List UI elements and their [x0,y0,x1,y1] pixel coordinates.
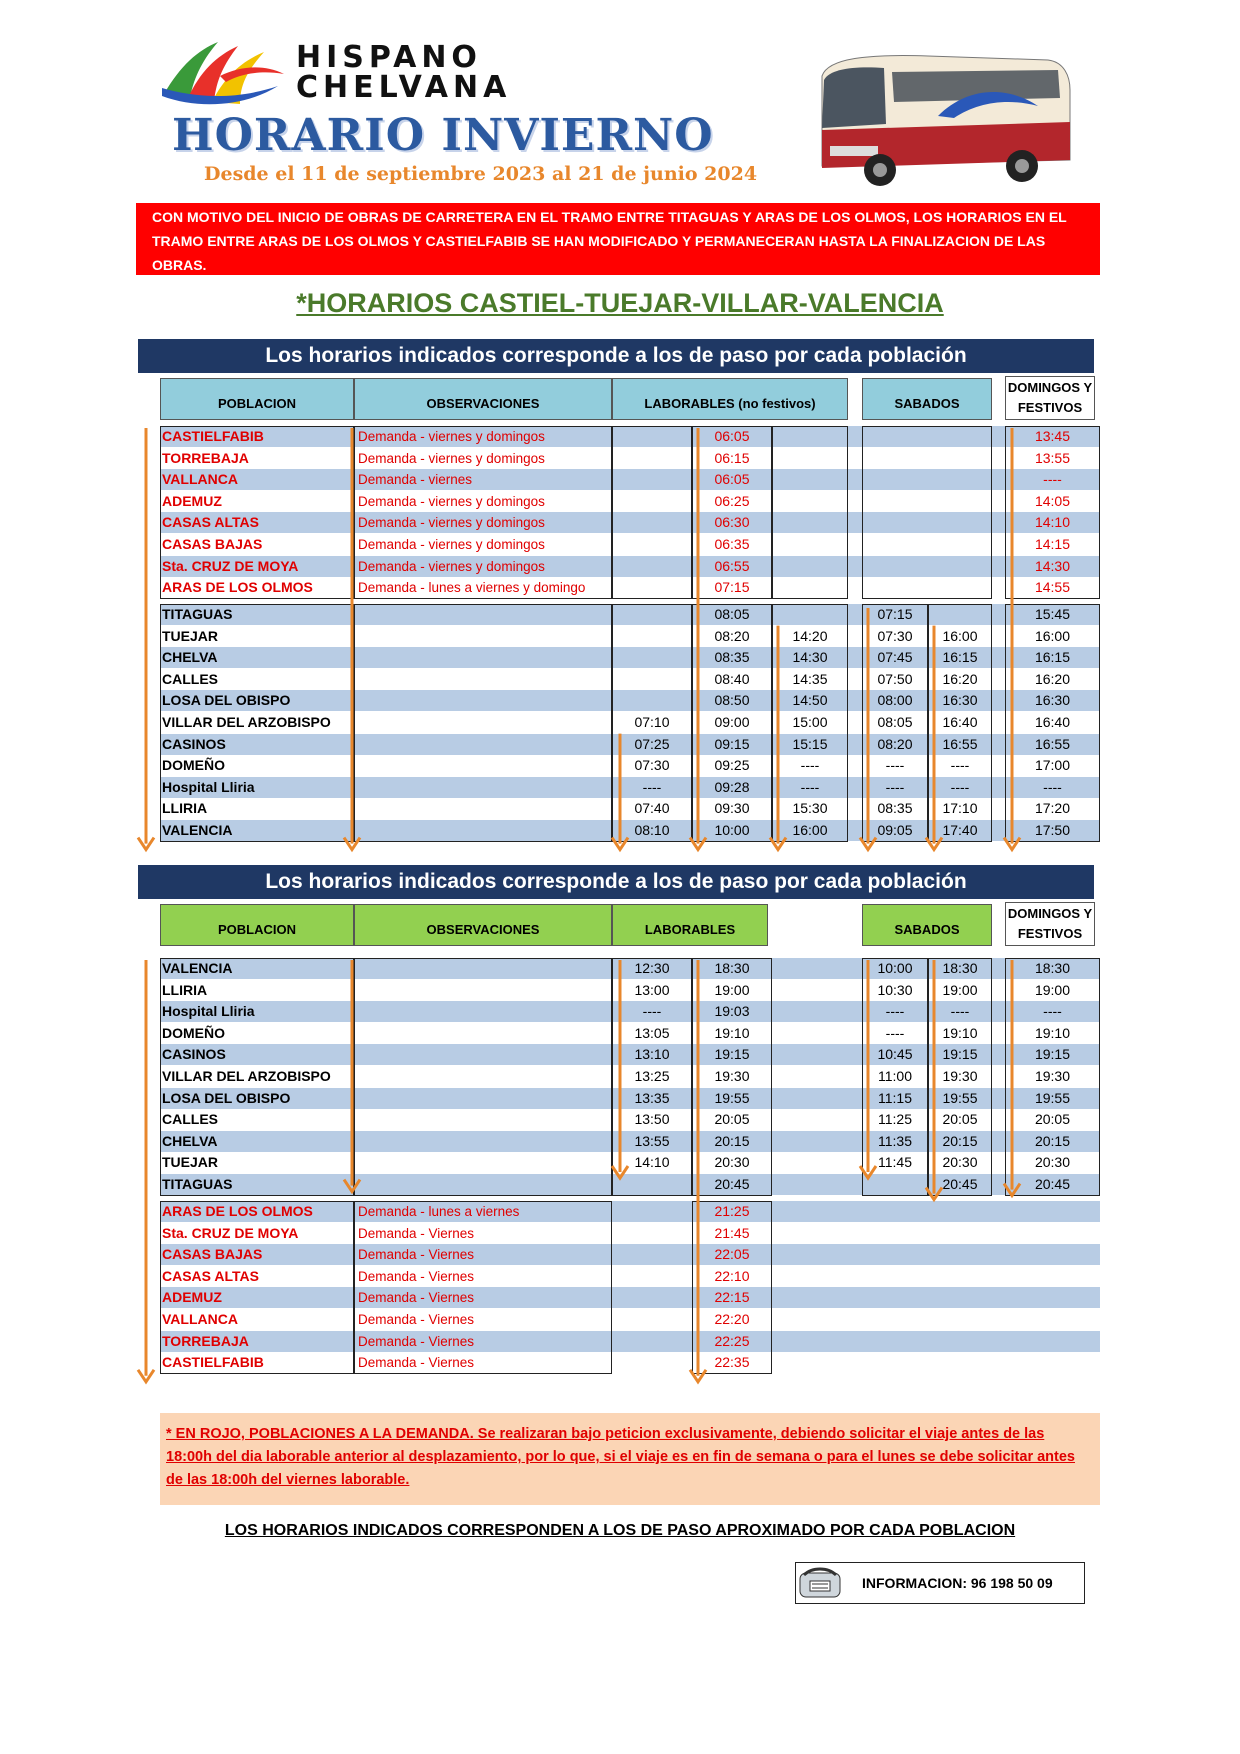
works-notice: CON MOTIVO DEL INICIO DE OBRAS DE CARRETERA EN EL TRAMO ENTRE TITAGUAS Y ARAS DE LOS OLMOS, LOS HORARIOS EN EL TRAMO ENTRE ARAS DE LOS OLMOS Y CASTIELFABIB SE HAN MODIFICADO Y PERMANECERAN HASTA LA FINALIZACION DE LAS OBRAS. [136,203,1100,275]
time-d: 19:55 [1034,1089,1071,1106]
station-name: CASINOS [162,735,226,752]
station-name: CHELVA [162,1132,218,1149]
station-name: TORREBAJA [162,1332,249,1349]
time-l2: 10:00 [714,822,750,838]
page-title: HORARIO INVIERNO [172,110,714,161]
time-s1: ---- [885,1024,905,1041]
station-name: VILLAR DEL ARZOBISPO [162,1068,331,1084]
station-name: CALLES [162,1111,218,1128]
time-l1: 13:00 [634,981,670,998]
time-s1: 07:30 [877,627,913,644]
table2-band: Los horarios indicados corresponde a los de paso por cada población [138,865,1094,899]
observation: Demanda - viernes y domingos [358,450,545,466]
time-s2: 16:20 [942,670,978,687]
time-l3: ---- [800,757,820,774]
time-d: 19:30 [1034,1068,1071,1084]
t1-header-observaciones: OBSERVACIONES [354,378,612,420]
time-s1: 10:45 [877,1046,913,1063]
down-arrow-icon [344,428,360,850]
observation: Demanda - viernes y domingos [358,429,545,444]
station-name: CASAS BAJAS [162,1246,263,1263]
time-l2: 09:30 [714,800,750,817]
info-phone: INFORMACION: 96 198 50 09 [862,1575,1053,1591]
time-d: 20:15 [1034,1132,1071,1149]
time-l1: 13:50 [634,1111,670,1128]
time-s1: ---- [885,778,905,795]
time-d: 19:15 [1034,1046,1071,1063]
time-l3: 15:30 [792,800,828,817]
time-s2: 16:00 [942,627,978,644]
time-d: 19:10 [1034,1024,1071,1041]
station-name: Sta. CRUZ DE MOYA [162,557,299,574]
station-name: TITAGUAS [162,606,233,622]
time-l2: 20:30 [714,1154,750,1171]
time-s2: 18:30 [942,960,978,976]
station-name: CASAS ALTAS [162,514,259,531]
time-s1: 09:05 [877,822,913,838]
time-d: 19:00 [1034,981,1071,998]
time-l2: 08:05 [714,606,750,622]
time-d: 15:45 [1034,606,1071,622]
observation: Demanda - lunes a viernes y domingo [358,580,586,596]
down-arrow-icon [770,626,786,850]
station-name: CASTIELFABIB [162,428,264,444]
time-s2: 16:30 [942,692,978,709]
station-name: VALENCIA [162,822,233,838]
station-name: ADEMUZ [162,492,222,509]
station-name: DOMEÑO [162,757,225,774]
station-name: VILLAR DEL ARZOBISPO [162,714,331,730]
time-s2: ---- [950,1003,970,1020]
brand-line2: CHELVANA [296,70,512,105]
time-l2: 19:03 [714,1003,750,1020]
time-l2: 22:10 [714,1267,750,1284]
date-range: Desde el 11 de septiembre 2023 al 21 de junio 2024 [204,163,758,185]
station-name: LLIRIA [162,981,208,998]
observation: Demanda - viernes y domingos [358,558,545,574]
down-arrow-icon [690,428,706,850]
station-name: CALLES [162,670,218,687]
t1-header-poblacion: POBLACION [160,378,354,420]
station-name: ARAS DE LOS OLMOS [162,579,313,596]
time-s1: 11:15 [878,1089,912,1106]
station-name: CASAS ALTAS [162,1267,259,1284]
time-d: ---- [1043,471,1062,488]
time-l2: 19:55 [714,1089,750,1106]
time-l1: 07:30 [634,757,670,774]
time-d: 16:40 [1034,714,1071,730]
time-l1: 07:10 [634,714,670,730]
station-name: ADEMUZ [162,1289,222,1306]
time-s1: 08:05 [877,714,913,730]
t2-header-observaciones: OBSERVACIONES [354,904,612,946]
time-d: 14:10 [1034,514,1071,531]
time-l2: 21:45 [714,1224,750,1241]
time-l2: 21:25 [714,1203,750,1219]
time-s2: 20:45 [942,1176,978,1192]
time-s2: 19:30 [942,1068,978,1084]
station-name: Hospital Lliria [162,1003,255,1020]
t1-header-sabados: SABADOS [862,378,992,420]
time-d: 17:50 [1034,822,1071,838]
time-d: 17:20 [1034,800,1071,817]
time-l2: 06:15 [714,449,750,466]
time-l2: 06:25 [714,492,750,509]
time-l3: 15:15 [792,735,828,752]
down-arrow-icon [926,626,942,850]
station-name: LOSA DEL OBISPO [162,692,291,709]
station-name: CASINOS [162,1046,226,1063]
time-l2: 22:35 [714,1354,750,1371]
time-l2: 08:35 [714,649,750,666]
time-s2: 16:55 [942,735,978,752]
down-arrow-icon [1004,960,1020,1196]
time-d: 14:30 [1034,557,1071,574]
down-arrow-icon [1004,428,1020,850]
down-arrow-icon [860,960,876,1178]
time-l2: 19:10 [714,1024,750,1041]
time-l3: 16:00 [792,822,828,838]
time-d: 16:15 [1034,649,1071,666]
time-d: ---- [1043,778,1062,795]
station-name: VALLANCA [162,471,238,488]
time-s2: 16:40 [942,714,978,730]
time-d: 16:20 [1034,670,1071,687]
time-d: 16:00 [1034,627,1071,644]
time-s1: 08:00 [877,692,913,709]
station-name: VALENCIA [162,960,233,976]
time-l1: 12:30 [634,960,670,976]
time-l3: 14:20 [792,627,828,644]
station-name: LOSA DEL OBISPO [162,1089,291,1106]
down-arrow-icon [612,960,628,1178]
demand-legend: * EN ROJO, POBLACIONES A LA DEMANDA. Se realizaran bajo peticion exclusivamente, debiendo solicitar el viaje antes de las 18:00h del dia laborable anterior al desplazamiento, por lo que, si el viaje es en fin de semana o para el lunes se debe solicitar antes de las 18:00h del viernes laborable. [166,1426,1075,1488]
time-s2: ---- [950,757,970,774]
time-s1: ---- [885,757,905,774]
time-l2: 06:05 [714,428,750,444]
observation: Demanda - Viernes [358,1290,475,1306]
time-s1: 11:00 [878,1068,912,1084]
t1-header-domingos: DOMINGOS Y FESTIVOS [1005,376,1095,420]
time-l1: ---- [642,778,662,795]
time-s1: 11:45 [878,1154,912,1171]
time-l2: 20:45 [714,1176,750,1192]
station-name: TORREBAJA [162,449,249,466]
time-d: 20:45 [1034,1176,1071,1192]
time-l2: 08:40 [714,670,750,687]
time-l2: 09:15 [714,735,750,752]
time-s2: 17:40 [942,822,978,838]
approx-note: LOS HORARIOS INDICADOS CORRESPONDEN A LOS DE PASO APROXIMADO POR CADA POBLACION [224,1522,1016,1539]
time-l2: 06:35 [714,536,750,552]
time-d: 14:15 [1034,536,1071,552]
time-s2: ---- [950,778,970,795]
t2-header-laborables: LABORABLES [612,904,768,946]
time-s2: 17:10 [942,800,978,817]
time-l2: 20:15 [714,1132,750,1149]
time-s2: 16:15 [942,649,978,666]
time-s2: 20:30 [942,1154,978,1171]
station-name: TUEJAR [162,627,219,644]
time-l2: 22:15 [714,1289,750,1306]
time-l2: 22:20 [714,1311,750,1327]
time-s1: 10:30 [877,981,913,998]
time-l1: 07:40 [634,800,670,817]
time-s2: 19:10 [942,1024,978,1041]
t1-header-laborables: LABORABLES (no festivos) [612,378,848,420]
time-s2: 19:00 [942,981,978,998]
time-l2: 18:30 [714,960,750,976]
station-name: Hospital Lliria [162,778,255,795]
observation: Demanda - Viernes [358,1268,475,1284]
station-name: TUEJAR [162,1154,219,1171]
time-s1: 07:45 [877,649,913,666]
time-l3: 15:00 [792,714,828,730]
time-s2: 19:15 [942,1046,978,1063]
time-l2: 20:05 [714,1111,750,1128]
time-l1: 13:35 [634,1089,670,1106]
time-l2: 08:50 [714,692,750,709]
time-l2: 06:30 [714,514,750,531]
time-s1: 11:25 [878,1111,912,1128]
observation: Demanda - Viernes [358,1312,475,1327]
station-name: DOMEÑO [162,1024,225,1041]
time-l1: 14:10 [634,1154,670,1171]
station-name: CASTIELFABIB [162,1354,264,1371]
down-arrow-icon [344,960,360,1192]
time-l2: 07:15 [714,579,750,596]
time-l2: 06:05 [714,471,750,488]
time-s1: 11:35 [878,1132,912,1149]
time-l1: 08:10 [634,822,670,838]
t2-header-poblacion: POBLACION [160,904,354,946]
table1-band: Los horarios indicados corresponde a los de paso por cada población [138,339,1094,373]
time-d: 13:45 [1034,428,1071,444]
t2-header-domingos: DOMINGOS Y FESTIVOS [1005,902,1095,946]
time-s1: 07:50 [877,670,913,687]
down-arrow-icon [690,960,706,1382]
time-l2: 08:20 [714,627,750,644]
time-d: 16:55 [1034,735,1071,752]
time-d: ---- [1043,1003,1062,1020]
station-name: CHELVA [162,649,218,666]
observation: Demanda - viernes [358,472,473,488]
time-l2: 19:00 [714,981,750,998]
observation: Demanda - Viernes [358,1247,475,1263]
time-l1: 07:25 [634,735,670,752]
time-l2: 09:28 [714,778,750,795]
time-s1: 10:00 [877,960,913,976]
time-l1: 13:10 [634,1046,670,1063]
brand-line1: HISPANO [296,40,482,75]
down-arrow-icon [612,734,628,850]
time-l3: ---- [800,778,820,795]
time-l1: ---- [642,1003,662,1020]
time-l2: 19:15 [714,1046,750,1063]
time-d: 14:55 [1034,579,1071,596]
observation: Demanda - viernes y domingos [358,515,545,531]
down-arrow-icon [138,428,154,850]
time-d: 16:30 [1034,692,1071,709]
t2-header-sabados: SABADOS [862,904,992,946]
time-s1: 08:35 [877,800,913,817]
time-s1: 08:20 [877,735,913,752]
time-d: 20:30 [1034,1154,1071,1171]
time-s2: 19:55 [942,1089,978,1106]
observation: Demanda - Viernes [358,1333,475,1349]
time-l2: 09:00 [714,714,750,730]
time-l1: 13:25 [634,1068,670,1084]
time-l3: 14:50 [792,692,828,709]
time-d: 13:55 [1034,449,1071,466]
time-l2: 22:25 [714,1332,750,1349]
time-l3: 14:35 [792,670,828,687]
station-name: TITAGUAS [162,1176,233,1192]
time-l2: 22:05 [714,1246,750,1263]
time-d: 14:05 [1034,492,1071,509]
time-s2: 20:05 [942,1111,978,1128]
observation: Demanda - Viernes [358,1225,475,1241]
station-name: CASAS BAJAS [162,536,263,552]
time-l1: 13:55 [634,1132,670,1149]
station-name: VALLANCA [162,1311,238,1327]
time-l2: 19:30 [714,1068,750,1084]
time-d: 17:00 [1034,757,1071,774]
time-l1: 13:05 [634,1024,670,1041]
time-s2: 20:15 [942,1132,978,1149]
down-arrow-icon [860,608,876,850]
time-d: 20:05 [1034,1111,1071,1128]
down-arrow-icon [138,960,154,1382]
time-l2: 09:25 [714,757,750,774]
station-name: Sta. CRUZ DE MOYA [162,1224,299,1241]
station-name: LLIRIA [162,800,208,817]
observation: Demanda - viernes y domingos [358,493,545,509]
time-l3: 14:30 [792,649,828,666]
down-arrow-icon [926,960,942,1200]
phone-icon [798,1565,842,1601]
demand-legend-box [160,1413,1100,1505]
observation: Demanda - lunes a viernes [358,1204,520,1219]
station-name: ARAS DE LOS OLMOS [162,1203,313,1219]
time-s1: 07:15 [877,606,913,622]
observation: Demanda - viernes y domingos [358,537,545,552]
route-title: *HORARIOS CASTIEL-TUEJAR-VILLAR-VALENCIA [296,288,944,318]
time-d: 18:30 [1034,960,1071,976]
observation: Demanda - Viernes [358,1355,475,1371]
time-l2: 06:55 [714,557,750,574]
time-s1: ---- [885,1003,905,1020]
